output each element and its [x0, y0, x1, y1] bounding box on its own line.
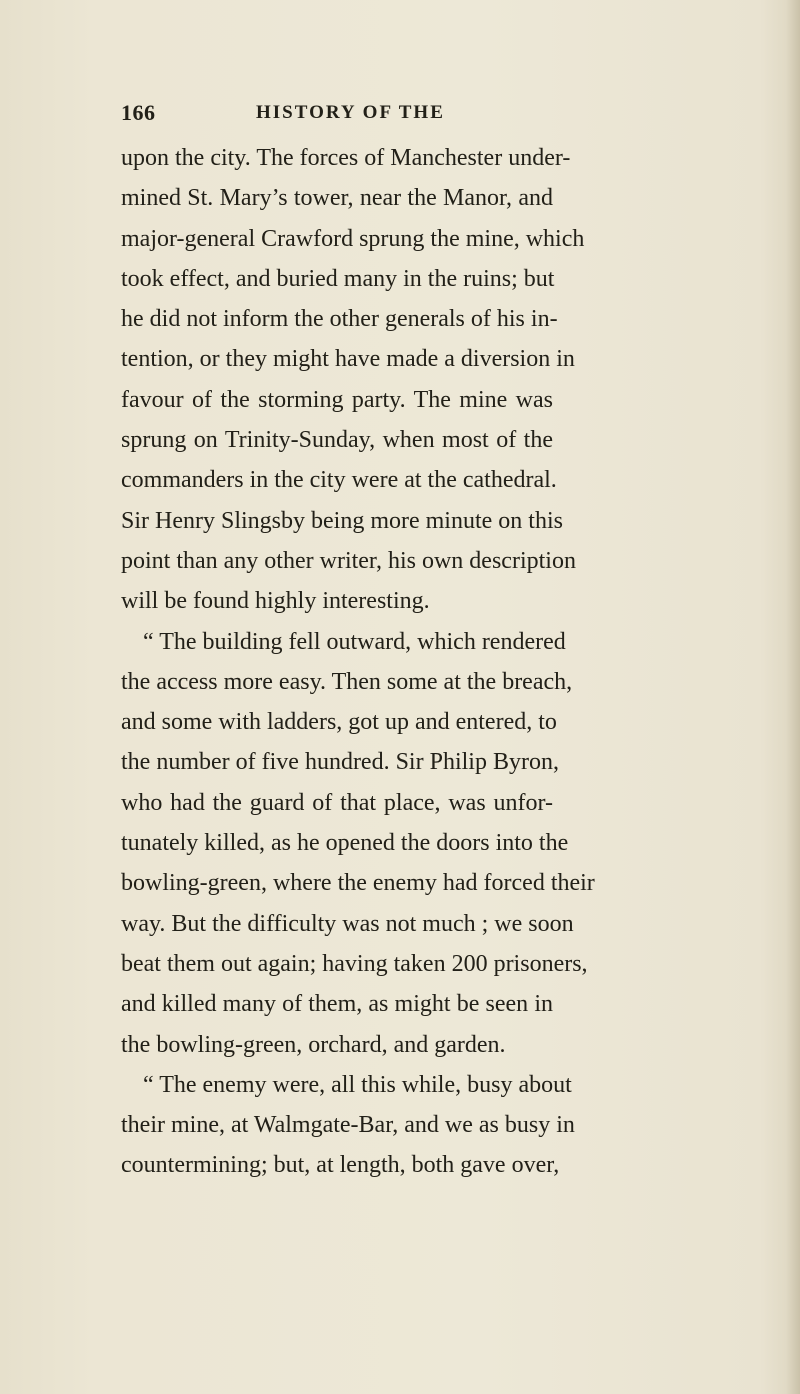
text-line: upon the city. The forces of Manchester under- — [121, 145, 571, 171]
text-line: the bowling-green, orchard, and garden. — [121, 1031, 506, 1058]
text-line: sprung on Trinity-Sunday, when most of the — [121, 427, 553, 454]
text-line: and some with ladders, got up and entered, to — [121, 709, 557, 736]
text-line: will be found highly interesting. — [121, 588, 430, 615]
text-line: “ The building fell outward, which rendered — [143, 628, 566, 655]
text-line: and killed many of them, as might be seen in — [121, 991, 553, 1018]
text-line: major-general Crawford sprung the mine, which — [121, 225, 585, 252]
text-line: tunately killed, as he opened the doors into the — [121, 830, 569, 857]
running-head: HISTORY OF THE — [256, 102, 445, 123]
text-line: Sir Henry Slingsby being more minute on this — [121, 507, 563, 534]
text-line: favour of the storming party. The mine was — [121, 386, 553, 413]
page-edge-shadow — [786, 0, 800, 1394]
text-line: bowling-green, where the enemy had forced their — [121, 870, 595, 897]
text-line: the access more easy. Then some at the breach, — [121, 668, 573, 695]
text-line: the number of five hundred. Sir Philip Byron, — [121, 749, 559, 776]
page-header — [121, 100, 551, 130]
text-line: their mine, at Walmgate-Bar, and we as busy in — [121, 1112, 575, 1139]
text-line: way. But the difficulty was not much ; we soon — [121, 910, 574, 937]
text-line: tention, or they might have made a diversion in — [121, 346, 575, 373]
text-line: he did not inform the other generals of his in- — [121, 306, 558, 333]
body-text — [121, 138, 595, 1186]
page-number: 166 — [121, 100, 156, 125]
text-line: who had the guard of that place, was unfor- — [121, 789, 553, 816]
text-line: countermining; but, at length, both gave over, — [121, 1152, 560, 1179]
text-line: “ The enemy were, all this while, busy about — [143, 1071, 572, 1098]
text-line: beat them out again; having taken 200 prisoners, — [121, 950, 588, 977]
text-line: mined St. Mary’s tower, near the Manor, and — [121, 185, 553, 212]
text-line: took effect, and buried many in the ruins; but — [121, 265, 555, 292]
text-line: commanders in the city were at the cathedral. — [121, 467, 557, 494]
text-line: point than any other writer, his own description — [121, 547, 576, 574]
